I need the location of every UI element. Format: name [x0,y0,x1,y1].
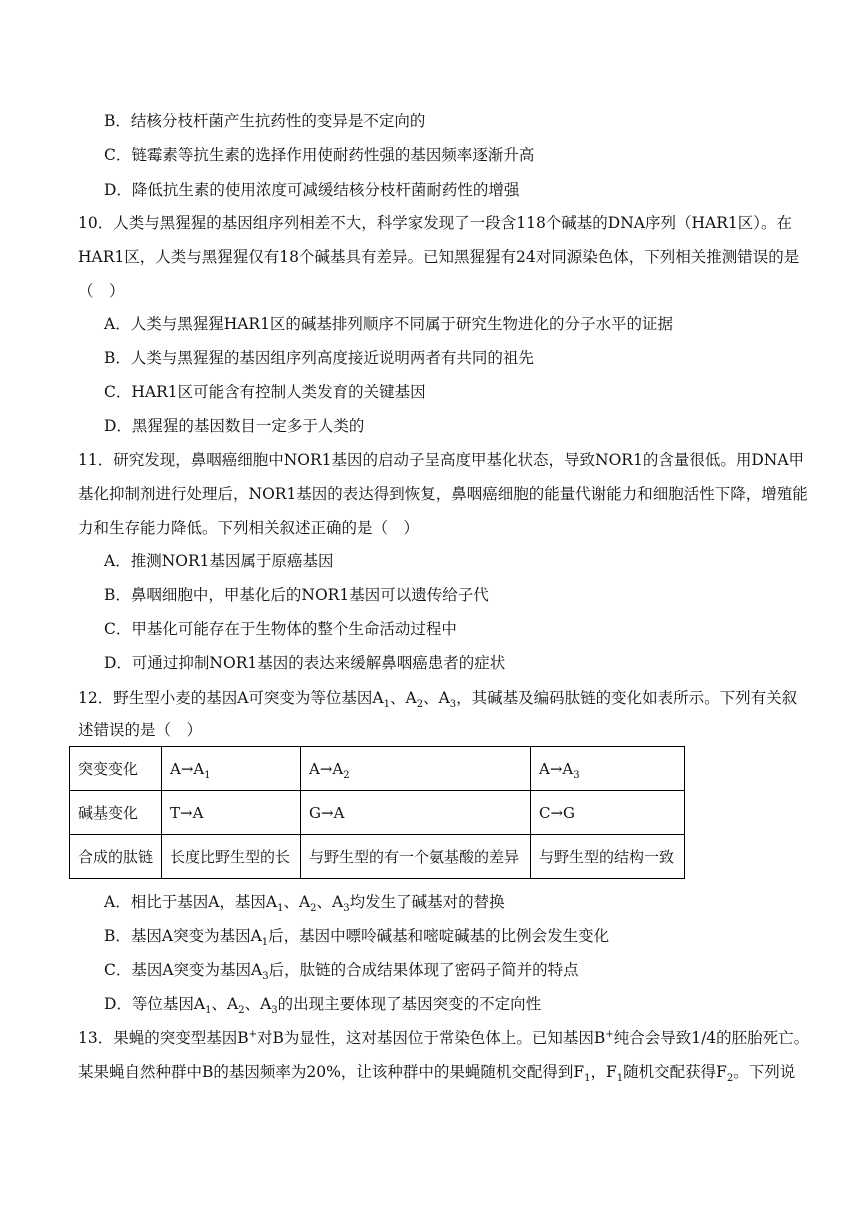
table-cell: 长度比野生型的长 [162,835,301,879]
q9-option-d: D．降低抗生素的使用浓度可减缓结核分枝杆菌耐药性的增强 [104,181,520,199]
q13-stem-line2: 某果蝇自然种群中B的基因频率为20%，让该种群中的果蝇随机交配得到$F_1$，$F_1$随机交配获得$F_2$。下列说 [78,1063,796,1085]
q9-option-c: C．链霉素等抗生素的选择作用使耐药性强的基因频率逐渐升高 [104,146,535,164]
q10-option-d: D．黑猩猩的基因数目一定多于人类的 [104,417,365,435]
q10-stem [78,212,800,314]
table-cell: C→G [531,791,685,835]
q10-option-b: B．人类与黑猩猩的基因组序列高度接近说明两者有共同的祖先 [104,349,534,367]
table-cell: 与野生型的有一个氨基酸的差异 [301,835,531,879]
q10-option-c: C．HAR1区可能含有控制人类发育的关键基因 [104,383,426,401]
table-cell: 与野生型的结构一致 [531,835,685,879]
q12-option-a: A．相比于基因A，基因$A_1$、$A_2$、$A_3$均发生了碱基对的替换 [104,893,505,915]
q11-option-b: B．鼻咽细胞中，甲基化后的NOR1基因可以遗传给子代 [104,586,489,604]
q11-stem-line: 11．研究发现，鼻咽癌细胞中NOR1基因的启动子呈高度甲基化状态，导致NOR1的含量很低。用DNA甲 [78,451,805,469]
q10-stem-line: HAR1区，人类与黑猩猩仅有18个碱基具有差异。已知黑猩猩有24对同源染色体，下列相关推测错误的是 [78,248,800,266]
q12-stem-line2: 述错误的是（ ） [78,721,203,739]
q12-option-c: C．基因A突变为基因$A_3$后，肽链的合成结果体现了密码子简并的特点 [104,961,579,983]
q10-stem-line: 10．人类与黑猩猩的基因组序列相差不大，科学家发现了一段含118个碱基的DNA序列（HAR1区）。在 [78,214,792,232]
q13-stem-line1: 13．果蝇的突变型基因B+对B为显性，这对基因位于常染色体上。已知基因B+纯合会导致1/4的胚胎死亡。 [78,1028,810,1047]
q11-stem [78,449,808,551]
q11-stem-line: 基化抑制剂进行处理后，NOR1基因的表达得到恢复，鼻咽癌细胞的能量代谢能力和细胞活性下降，增殖能 [78,485,808,503]
q11-stem-line: 力和生存能力降低。下列相关叙述正确的是（ ） [78,519,420,537]
table-cell: $A\to A_3$ [531,747,685,791]
q10-stem-line: （ ） [78,282,125,300]
table-cell: $A\to A_1$ [162,747,301,791]
table-row [70,791,685,835]
table-cell: $A\to A_2$ [301,747,531,791]
q12-option-d: D．等位基因$A_1$、$A_2$、$A_3$的出现主要体现了基因突变的不定向性 [104,995,542,1017]
table-cell: 合成的肽链 [70,835,162,879]
q12-stem-line1: 12．野生型小麦的基因A可突变为等位基因$A_1$、$A_2$、$A_3$，其碱基及编码肽链的变化如表所示。下列有关叙 [78,689,798,711]
table-cell: 突变变化 [70,747,162,791]
q11-option-d: D．可通过抑制NOR1基因的表达来缓解鼻咽癌患者的症状 [104,654,506,672]
q11-option-a: A．推测NOR1基因属于原癌基因 [104,552,334,570]
table-row [70,835,685,879]
q9-option-b: B．结核分枝杆菌产生抗药性的变异是不定向的 [104,112,426,130]
table-cell: G→A [301,791,531,835]
mutation-table [69,746,685,879]
table-cell: 碱基变化 [70,791,162,835]
q12-option-b: B．基因A突变为基因$A_1$后，基因中嘌呤碱基和嘧啶碱基的比例会发生变化 [104,927,610,949]
q10-option-a: A．人类与黑猩猩HAR1区的碱基排列顺序不同属于研究生物进化的分子水平的证据 [104,315,673,333]
table-cell: T→A [162,791,301,835]
table-row [70,747,685,791]
q11-option-c: C．甲基化可能存在于生物体的整个生命活动过程中 [104,620,457,638]
